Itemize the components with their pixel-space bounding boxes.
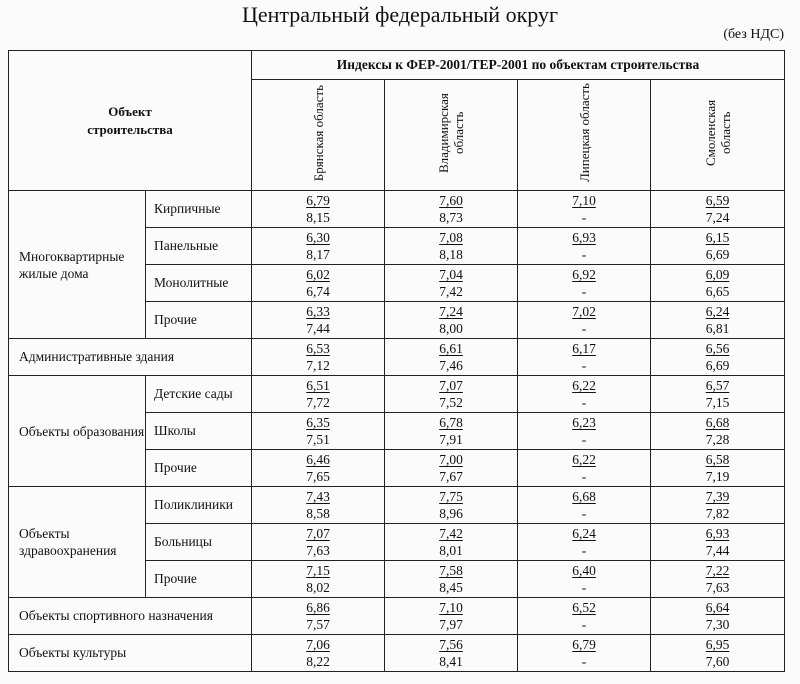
group-label: Многоквартирные жилые дома [9, 191, 146, 339]
fer-index: 6,64 [705, 600, 730, 615]
fer-index: 6,15 [705, 230, 730, 245]
fer-index: 7,24 [439, 304, 463, 319]
fer-index: 6,33 [306, 304, 330, 319]
index-cell [518, 265, 651, 302]
fer-index: 6,93 [572, 230, 596, 245]
ter-index: - [581, 321, 587, 336]
fer-index: 6,22 [572, 452, 596, 467]
object-label: Объекты спортивного назначения [9, 598, 252, 635]
fer-index: 7,07 [439, 378, 463, 393]
index-cell [385, 450, 518, 487]
index-cell [385, 191, 518, 228]
index-cell [252, 302, 385, 339]
subtype-label: Монолитные [146, 265, 252, 302]
ter-index: - [581, 395, 587, 410]
index-cell [518, 450, 651, 487]
index-cell [518, 339, 651, 376]
fer-index: 7,75 [439, 489, 463, 504]
index-cell [385, 302, 518, 339]
index-cell [651, 265, 785, 302]
fer-index: 7,02 [572, 304, 596, 319]
fer-index: 6,35 [306, 415, 330, 430]
subtype-label: Школы [146, 413, 252, 450]
ter-index: 8,15 [306, 210, 330, 225]
indices-header: Индексы к ФЕР-2001/ТЕР-2001 по объектам строительства [252, 51, 785, 80]
object-header-label: Объект строительства [87, 103, 173, 137]
ter-index: - [581, 654, 587, 669]
subtype-label: Кирпичные [146, 191, 252, 228]
ter-index: 7,97 [439, 617, 463, 632]
ter-index: - [581, 247, 587, 262]
ter-index: - [581, 506, 587, 521]
index-cell [252, 228, 385, 265]
fer-index: 7,43 [306, 489, 330, 504]
index-cell [651, 598, 785, 635]
fer-index: 6,68 [572, 489, 596, 504]
fer-index: 7,22 [705, 563, 730, 578]
fer-index: 6,17 [572, 341, 596, 356]
index-cell [518, 413, 651, 450]
index-cell [252, 487, 385, 524]
fer-index: 6,40 [572, 563, 596, 578]
index-cell [385, 376, 518, 413]
index-cell [518, 228, 651, 265]
table-row [9, 635, 785, 672]
ter-index: 8,96 [439, 506, 463, 521]
fer-index: 6,86 [306, 600, 330, 615]
ter-index: 7,44 [705, 543, 730, 558]
index-cell [385, 598, 518, 635]
ter-index: 7,52 [439, 395, 463, 410]
fer-index: 6,30 [306, 230, 330, 245]
ter-index: 6,69 [705, 247, 730, 262]
ter-index: 8,18 [439, 247, 463, 262]
subtype-label: Панельные [146, 228, 252, 265]
index-cell [385, 561, 518, 598]
index-cell [385, 413, 518, 450]
index-cell [651, 228, 785, 265]
ter-index: 7,44 [306, 321, 330, 336]
ter-index: 8,45 [439, 580, 463, 595]
fer-index: 7,04 [439, 267, 463, 282]
table-row [9, 191, 785, 228]
subtype-label: Прочие [146, 302, 252, 339]
object-header [9, 51, 252, 191]
index-cell [518, 302, 651, 339]
index-cell [252, 265, 385, 302]
fer-index: 7,60 [439, 193, 463, 208]
indices-table [8, 50, 785, 672]
region-header-label: Липецкая область [576, 83, 592, 183]
ter-index: 7,46 [439, 358, 463, 373]
ter-index: 7,82 [705, 506, 730, 521]
ter-index: 7,15 [705, 395, 730, 410]
fer-index: 6,46 [306, 452, 330, 467]
ter-index: 8,00 [439, 321, 463, 336]
index-cell [518, 487, 651, 524]
object-label: Административные здания [9, 339, 252, 376]
fer-index: 6,22 [572, 378, 596, 393]
fer-index: 7,56 [439, 637, 463, 652]
ter-index: 7,12 [306, 358, 330, 373]
subtype-label: Прочие [146, 561, 252, 598]
index-cell [651, 450, 785, 487]
ter-index: 8,58 [306, 506, 330, 521]
ter-index: 8,01 [439, 543, 463, 558]
ter-index: 6,69 [705, 358, 730, 373]
fer-index: 6,79 [572, 637, 596, 652]
index-cell [252, 450, 385, 487]
index-cell [385, 228, 518, 265]
ter-index: 7,63 [705, 580, 730, 595]
vat-note: (без НДС) [723, 27, 784, 42]
ter-index: 8,02 [306, 580, 330, 595]
ter-index: 7,30 [705, 617, 730, 632]
group-label: Объекты образования [9, 376, 146, 487]
fer-index: 6,57 [705, 378, 730, 393]
ter-index: 7,72 [306, 395, 330, 410]
fer-index: 6,68 [705, 415, 730, 430]
ter-index: 6,81 [705, 321, 730, 336]
fer-index: 7,58 [439, 563, 463, 578]
ter-index: 8,17 [306, 247, 330, 262]
index-cell [518, 561, 651, 598]
index-cell [252, 561, 385, 598]
region-header [518, 80, 651, 191]
region-header-label: Владимирская область [436, 93, 466, 173]
ter-index: - [581, 210, 587, 225]
ter-index: 7,63 [306, 543, 330, 558]
index-cell [651, 487, 785, 524]
region-header-label: Смоленская область [702, 99, 733, 167]
index-cell [252, 524, 385, 561]
region-header-label: Брянская область [310, 84, 326, 182]
ter-index: - [581, 432, 587, 447]
page-title: Центральный федеральный округ [241, 2, 558, 27]
fer-index: 7,10 [439, 600, 463, 615]
index-cell [518, 376, 651, 413]
fer-index: 6,58 [705, 452, 730, 467]
fer-index: 7,07 [306, 526, 330, 541]
fer-index: 7,39 [705, 489, 730, 504]
fer-index: 6,79 [306, 193, 330, 208]
index-cell [518, 635, 651, 672]
ter-index: 7,57 [306, 617, 330, 632]
ter-index: 7,65 [306, 469, 330, 484]
fer-index: 6,78 [439, 415, 463, 430]
ter-index: 8,41 [439, 654, 463, 669]
table-row [9, 487, 785, 524]
index-cell [385, 524, 518, 561]
ter-index: 7,24 [705, 210, 730, 225]
ter-index: - [581, 358, 587, 373]
index-cell [651, 339, 785, 376]
index-cell [518, 524, 651, 561]
fer-index: 6,51 [306, 378, 330, 393]
index-cell [651, 413, 785, 450]
ter-index: 7,51 [306, 432, 330, 447]
index-cell [518, 191, 651, 228]
index-cell [385, 635, 518, 672]
fer-index: 7,08 [439, 230, 463, 245]
ter-index: 7,67 [439, 469, 463, 484]
subtype-label: Поликлиники [146, 487, 252, 524]
index-cell [385, 339, 518, 376]
fer-index: 6,02 [306, 267, 330, 282]
subtype-label: Детские сады [146, 376, 252, 413]
index-cell [651, 561, 785, 598]
fer-index: 7,10 [572, 193, 596, 208]
fer-index: 7,06 [306, 637, 330, 652]
fer-index: 6,93 [705, 526, 730, 541]
subtype-label: Больницы [146, 524, 252, 561]
ter-index: - [581, 469, 587, 484]
subtype-label: Прочие [146, 450, 252, 487]
index-cell [252, 413, 385, 450]
region-header [252, 80, 385, 191]
fer-index: 6,24 [705, 304, 730, 319]
ter-index: 7,28 [705, 432, 730, 447]
index-cell [252, 376, 385, 413]
ter-index: 8,73 [439, 210, 463, 225]
fer-index: 6,95 [705, 637, 730, 652]
fer-index: 7,00 [439, 452, 463, 467]
fer-index: 6,52 [572, 600, 596, 615]
ter-index: 7,91 [439, 432, 463, 447]
index-cell [651, 635, 785, 672]
ter-index: 7,19 [705, 469, 730, 484]
index-cell [651, 191, 785, 228]
index-cell [651, 302, 785, 339]
ter-index: 7,60 [705, 654, 730, 669]
object-label: Объекты культуры [9, 635, 252, 672]
index-cell [518, 598, 651, 635]
ter-index: - [581, 580, 587, 595]
ter-index: 6,74 [306, 284, 330, 299]
fer-index: 7,15 [306, 563, 330, 578]
fer-index: 6,61 [439, 341, 463, 356]
fer-index: 6,56 [705, 341, 730, 356]
table-row [9, 376, 785, 413]
ter-index: - [581, 617, 587, 632]
table-row [9, 598, 785, 635]
fer-index: 6,53 [306, 341, 330, 356]
fer-index: 6,92 [572, 267, 596, 282]
index-cell [651, 376, 785, 413]
ter-index: 6,65 [705, 284, 730, 299]
index-cell [651, 524, 785, 561]
ter-index: 7,42 [439, 284, 463, 299]
region-header [651, 80, 785, 191]
index-cell [252, 339, 385, 376]
index-cell [385, 487, 518, 524]
fer-index: 7,42 [439, 526, 463, 541]
index-cell [385, 265, 518, 302]
fer-index: 6,24 [572, 526, 596, 541]
fer-index: 6,59 [705, 193, 730, 208]
fer-index: 6,09 [705, 267, 730, 282]
ter-index: - [581, 543, 587, 558]
region-header [385, 80, 518, 191]
index-cell [252, 598, 385, 635]
fer-index: 6,23 [572, 415, 596, 430]
group-label: Объекты здравоохранения [9, 487, 146, 598]
table-row [9, 339, 785, 376]
index-cell [252, 191, 385, 228]
ter-index: 8,22 [306, 654, 330, 669]
index-cell [252, 635, 385, 672]
ter-index: - [581, 284, 587, 299]
